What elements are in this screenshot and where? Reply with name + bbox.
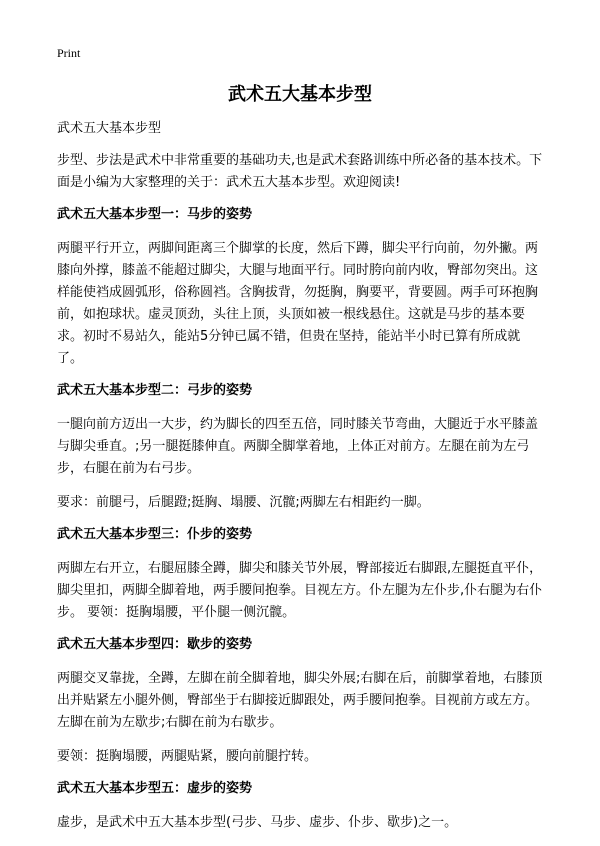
section-heading-rest-stance: 武术五大基本步型四：歇步的姿势 bbox=[57, 637, 253, 652]
section-heading-empty-stance: 武术五大基本步型五：虚步的姿势 bbox=[57, 781, 253, 796]
intro-paragraph: 步型、步法是武术中非常重要的基础功夫,也是武术套路训练中所必备的基本技术。下面是小编为大家整理的关于：武术五大基本步型。欢迎阅读! bbox=[57, 153, 543, 190]
section-paragraph: 虚步，是武术中五大基本步型(弓步、马步、虚步、仆步、歇步)之一。 bbox=[57, 815, 458, 830]
section-paragraph: 两腿平行开立，两脚间距离三个脚掌的长度，然后下蹲，脚尖平行向前，勿外撇。两膝向外撑，膝盖不能超过脚尖，大腿与地面平行。同时胯向前内收，臀部勿突出。这样能使裆成圆弧形，俗称圆裆。含胸拔背，勿挺胸，胸要平，背要圆。两手可环抱胸前，如抱球状。虚灵顶劲，头往上顶，头顶如被一根线悬住。这就是马步的基本要求。初时不易站久，能站5分钟已属不错，但贵在坚持，能站半小时已算有所成就了。 bbox=[57, 241, 539, 366]
section-paragraph: 两腿交叉靠拢，全蹲，左脚在前全脚着地，脚尖外展;右脚在后，前脚掌着地，右膝顶出并贴紧左小腿外侧，臀部坐于右脚接近脚跟处，两手腰间抱拳。目视前方或左方。左脚在前为左歇步;右脚在前为右歇步。 bbox=[57, 671, 543, 730]
section-heading-bow-stance: 武术五大基本步型二：弓步的姿势 bbox=[57, 383, 253, 398]
article-body bbox=[57, 120, 545, 846]
section-paragraph: 两脚左右开立，右腿屈膝全蹲，脚尖和膝关节外展，臀部接近右脚跟,左腿挺直平仆，脚尖里扣，两脚全脚着地，两手腰间抱拳。目视左方。仆左腿为左仆步,仆右腿为右仆步。 要领：挺胸塌腰，平仆腿一侧沉髋。 bbox=[57, 561, 543, 620]
section-heading-horse-stance: 武术五大基本步型一：马步的姿势 bbox=[57, 207, 253, 222]
section-paragraph: 要求：前腿弓，后腿蹬;挺胸、塌腰、沉髋;两脚左右相距约一脚。 bbox=[57, 495, 430, 510]
article-subtitle: 武术五大基本步型 bbox=[57, 121, 162, 136]
section-heading-crouch-stance: 武术五大基本步型三：仆步的姿势 bbox=[57, 527, 253, 542]
page-title: 武术五大基本步型 bbox=[228, 84, 372, 105]
section-paragraph: 一腿向前方迈出一大步，约为脚长的四至五倍，同时膝关节弯曲，大腿近于水平膝盖与脚尖垂直。;另一腿挺膝伸直。两脚全脚掌着地，上体正对前方。左腿在前为左弓步，右腿在前为右弓步。 bbox=[57, 417, 539, 476]
print-link[interactable]: Print bbox=[57, 46, 81, 60]
section-paragraph: 要领：挺胸塌腰，两腿贴紧，腰向前腿拧转。 bbox=[57, 749, 318, 764]
